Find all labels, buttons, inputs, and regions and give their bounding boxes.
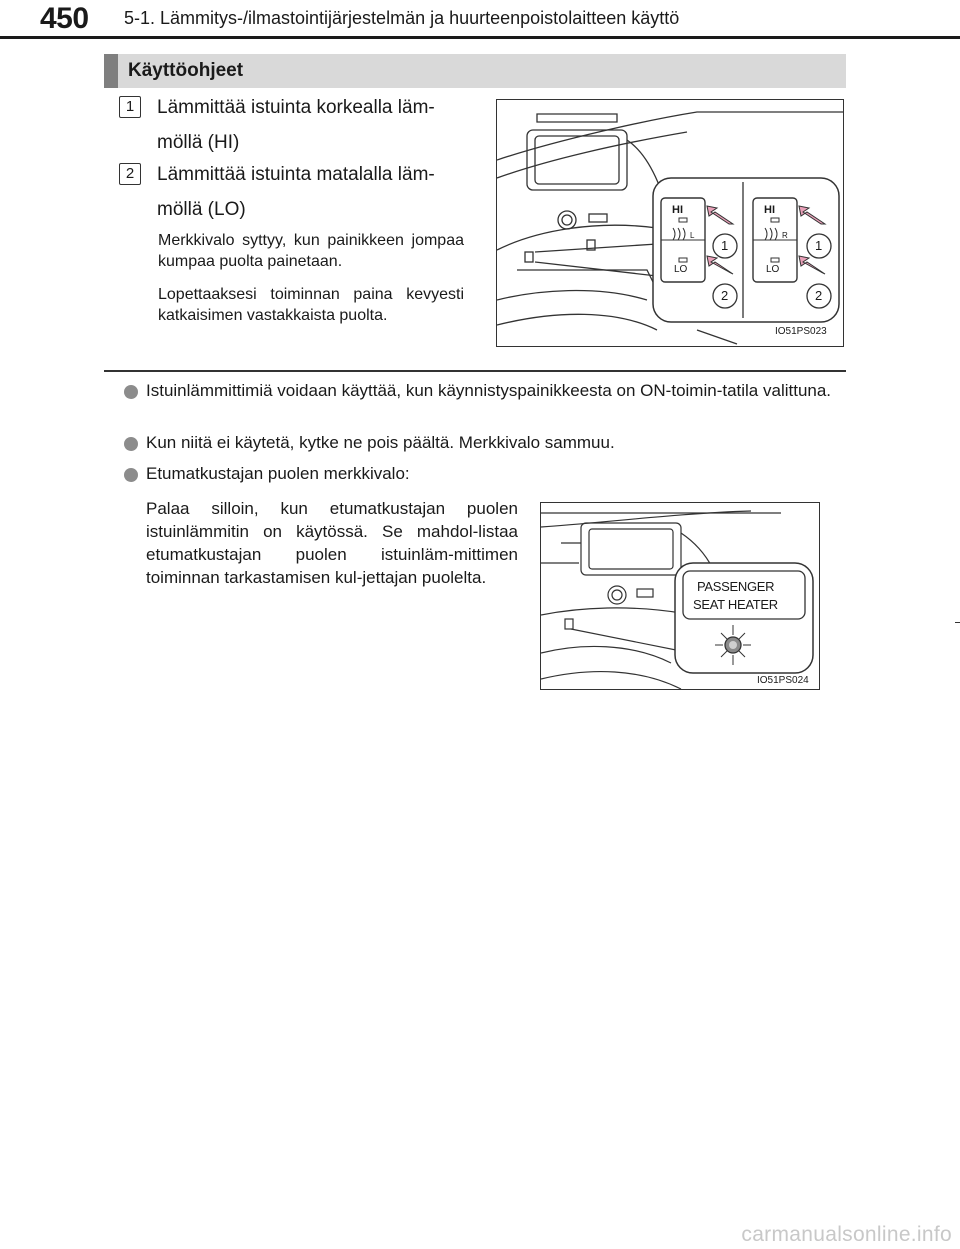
- watermark: carmanualsonline.info: [741, 1223, 952, 1246]
- item-1-line2: möllä (HI): [157, 132, 240, 153]
- passenger-indicator-figure: [540, 502, 820, 690]
- callout-2-left: 2: [721, 288, 729, 303]
- indicator-label-line1: PASSENGER: [697, 579, 775, 594]
- bullet-marker-3: [124, 468, 138, 482]
- callout-2-right: 2: [815, 288, 823, 303]
- item-number-2: 2: [119, 163, 141, 185]
- note-turn-off: Lopettaaksesi toiminnan paina kevyesti katkaisimen vastakkaista puolta.: [158, 286, 464, 324]
- section-divider: [104, 370, 846, 372]
- header-divider: [0, 36, 960, 39]
- right-switch-hi-label: HI: [764, 204, 775, 216]
- right-switch-lo-label: LO: [766, 264, 780, 275]
- bullet-marker-2: [124, 437, 138, 451]
- bullet-marker-1: [124, 385, 138, 399]
- left-switch-lo-label: LO: [674, 264, 688, 275]
- passenger-indicator-note: Palaa silloin, kun etumatkustajan puolen istuinlämmitin on käytössä. Se mahdol-listaa etumatkustajan puolen istuinläm-mittimen toiminnan tarkastamisen kul-jettajan puolelta.: [146, 499, 518, 587]
- bullet-turn-off: Kun niitä ei käytetä, kytke ne pois päältä. Merkkivalo sammuu.: [146, 433, 615, 452]
- item-1-line1: Lämmittää istuinta korkealla läm-: [157, 97, 435, 118]
- section-heading: [104, 54, 846, 88]
- section-title: Käyttöohjeet: [128, 60, 244, 81]
- callout-1-right: 1: [815, 238, 823, 253]
- seat-heater-switch-figure: [496, 99, 844, 347]
- dashboard-illustration: [497, 100, 844, 347]
- right-side-label: R: [782, 231, 788, 240]
- passenger-indicator-illustration: [541, 503, 820, 690]
- chapter-title: 5-1. Lämmitys-/ilmastointijärjestelmän ja huurteenpoistolaitteen käyttö: [124, 8, 680, 28]
- page-number: 450: [40, 2, 89, 35]
- edge-tick: [955, 622, 960, 623]
- item-2-line2: möllä (LO): [157, 199, 246, 220]
- left-switch-hi-label: HI: [672, 204, 683, 216]
- bullet-passenger-indicator: Etumatkustajan puolen merkkivalo:: [146, 464, 410, 483]
- left-side-label: L: [690, 231, 695, 240]
- item-1-text: [157, 92, 435, 158]
- indicator-label-line2: SEAT HEATER: [693, 597, 778, 612]
- item-2-line1: Lämmittää istuinta matalalla läm-: [157, 164, 435, 185]
- bullet-usage-condition: Istuinlämmittimiä voidaan käyttää, kun käynnistyspainikkeesta on ON-toimin-tatila valittuna.: [146, 381, 832, 400]
- note-indicator-on: Merkkivalo syttyy, kun painikkeen jompaa kumpaa puolta painetaan.: [158, 232, 464, 270]
- figure-1-code: IO51PS023: [775, 326, 827, 337]
- section-heading-tab: [104, 54, 118, 88]
- item-2-text: [157, 159, 435, 225]
- callout-1-left: 1: [721, 238, 729, 253]
- figure-2-code: IO51PS024: [757, 675, 809, 686]
- item-number-1: 1: [119, 96, 141, 118]
